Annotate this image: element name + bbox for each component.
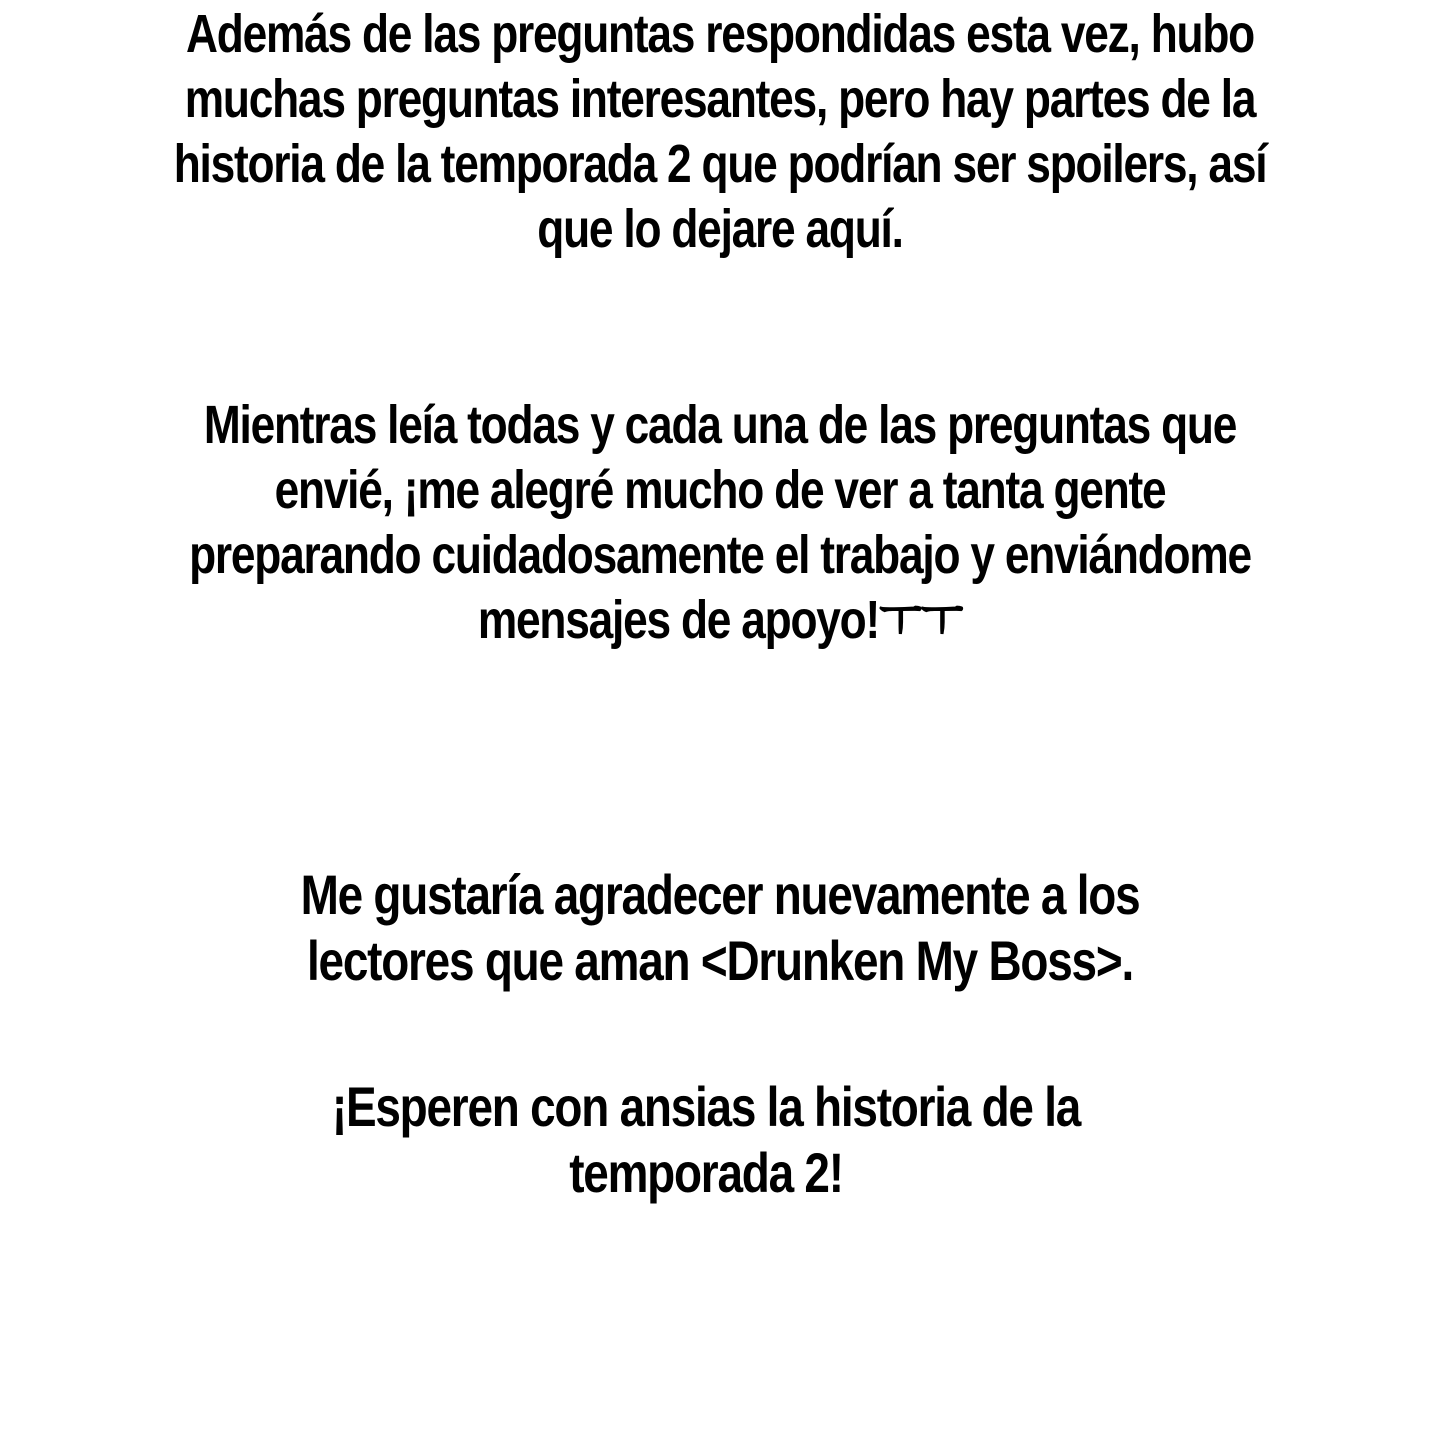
paragraph-readers-thanks xyxy=(130,862,1311,994)
text-line: Mientras leía todas y cada una de las preguntas que xyxy=(203,395,1237,455)
text-line: historia de la temporada 2 que podrían ser spoilers, así xyxy=(173,134,1267,194)
paragraph-spoilers-note xyxy=(130,2,1311,262)
paragraph-support-thanks xyxy=(130,393,1311,653)
text-line: que lo dejare aquí. xyxy=(537,199,903,259)
text-line: preparando cuidadosamente el trabajo y enviándome xyxy=(189,525,1251,585)
text-line: lectores que aman <Drunken My Boss>. xyxy=(307,929,1133,992)
text-line: ¡Esperen con ansias la historia de la xyxy=(331,1075,1081,1138)
text-line: temporada 2! xyxy=(569,1141,843,1204)
text-line: mensajes de apoyo!ㅜㅜ xyxy=(477,590,963,650)
text-line: muchas preguntas interesantes, pero hay partes de la xyxy=(184,69,1256,129)
text-line: envié, ¡me alegré mucho de ver a tanta gente xyxy=(274,460,1166,520)
text-line: Me gustaría agradecer nuevamente a los xyxy=(300,863,1140,926)
paragraph-season-2-teaser xyxy=(116,1074,1297,1206)
text-line: Además de las preguntas respondidas esta vez, hubo xyxy=(186,4,1254,64)
